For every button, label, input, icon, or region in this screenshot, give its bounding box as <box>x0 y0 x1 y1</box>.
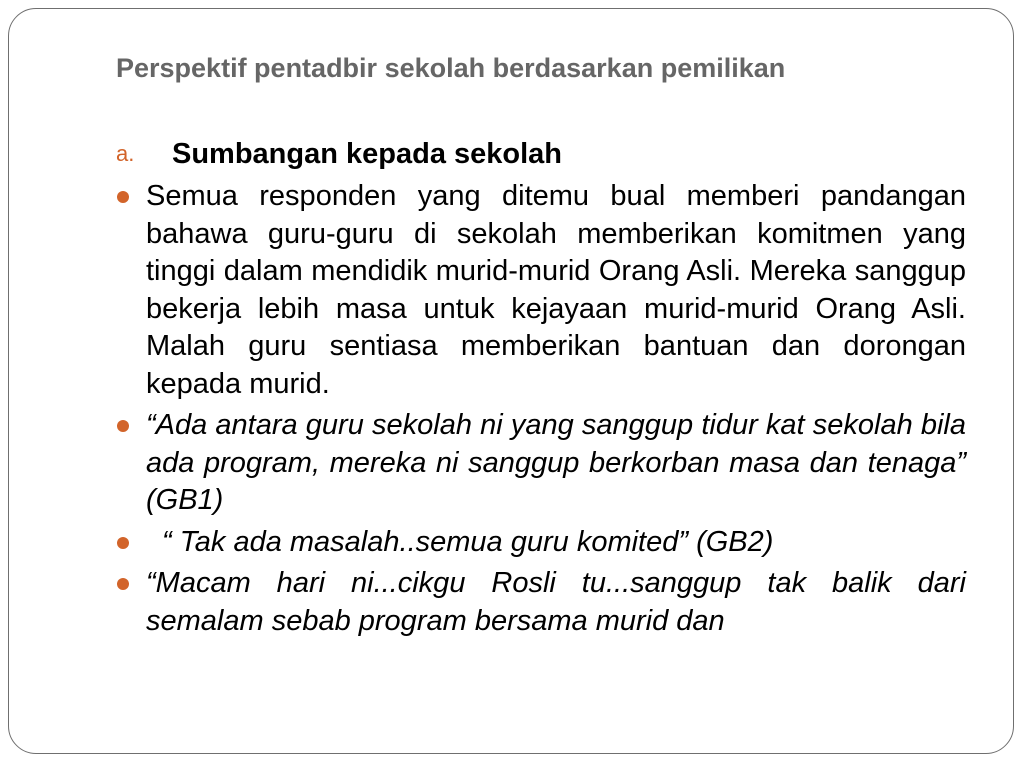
slide-title: Perspektif pentadbir sekolah berdasarkan pemilikan <box>116 53 786 83</box>
subheading-marker: a. <box>116 141 135 166</box>
bullet-text: “Macam hari ni...cikgu Rosli tu...sanggup tak balik dari semalam sebab program bersama murid dan <box>146 567 966 637</box>
bullet-item <box>116 407 966 520</box>
bullet-item <box>116 524 966 562</box>
bullet-dot-icon <box>117 420 129 432</box>
bullet-text: Semua responden yang ditemu bual memberi pandangan bahawa guru-guru di sekolah memberikan komitmen yang tinggi dalam mendidik murid-murid Orang Asli. Mereka sanggup bekerja lebih masa untuk kejayaan murid-murid Orang Asli. Malah guru sentiasa memberikan bantuan dan dorongan kepada murid. <box>146 180 966 400</box>
bullet-list <box>116 178 966 644</box>
subheading-text: Sumbangan kepada sekolah <box>172 138 563 170</box>
bullet-item <box>116 178 966 403</box>
bullet-dot-icon <box>117 578 129 590</box>
bullet-dot-icon <box>117 537 129 549</box>
bullet-text: “ Tak ada masalah..semua guru komited” (GB2) <box>162 525 774 558</box>
subheading <box>116 134 562 174</box>
bullet-item <box>116 565 966 640</box>
bullet-dot-icon <box>117 191 129 203</box>
bullet-text: “Ada antara guru sekolah ni yang sanggup tidur kat sekolah bila ada program, mereka ni sanggup berkorban masa dan tenaga” (GB1) <box>146 409 966 516</box>
